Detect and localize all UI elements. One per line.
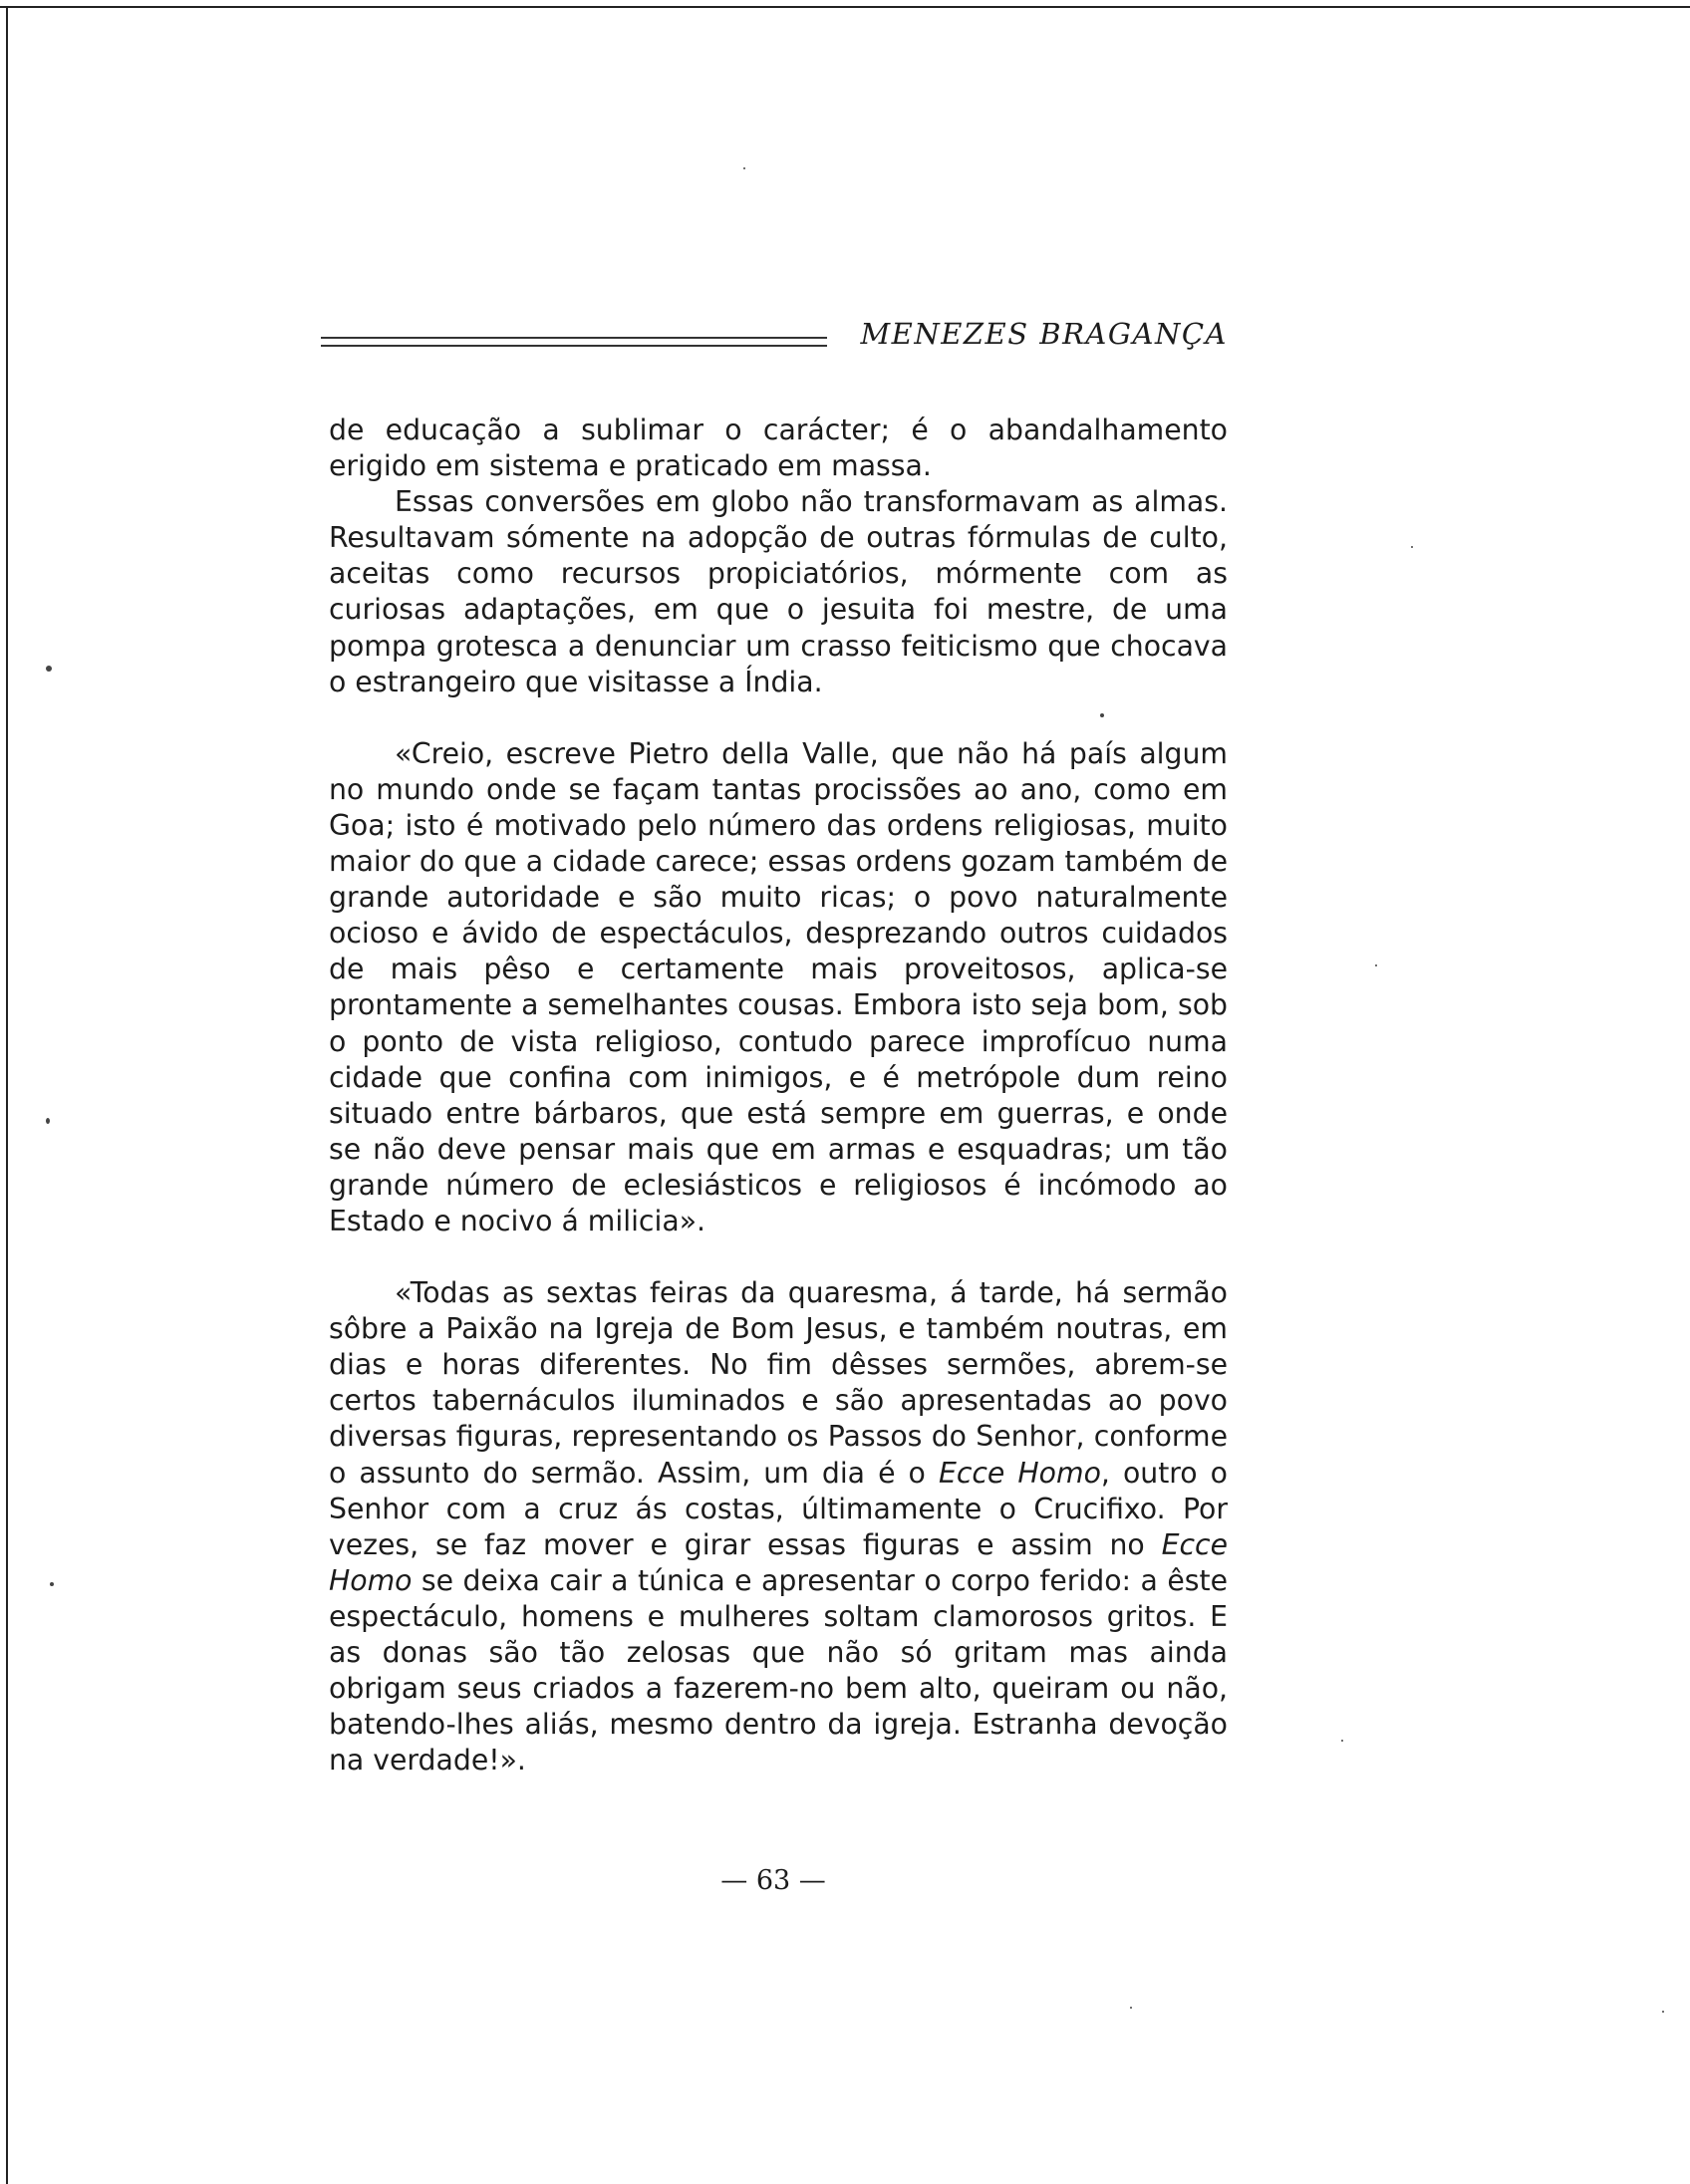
speck bbox=[743, 167, 745, 169]
p4-italic-ecce-homo-2: Ecce Homo bbox=[329, 1527, 1228, 1597]
scan-edge-left bbox=[6, 6, 8, 2184]
speck bbox=[46, 666, 52, 672]
running-header bbox=[321, 317, 1228, 363]
paragraph-2: Essas conversões em globo não transformavam as almas. Resultavam sómente na adopção de outras fórmulas de culto, aceitas como recursos propiciatórios, mórmente com as curiosas adaptações, em que o jesuita foi mestre, de uma pompa grotesca a denunciar um crasso feiticismo que chocava o estrangeiro que visitasse a Índia. bbox=[329, 485, 1228, 698]
speck bbox=[1130, 2007, 1132, 2009]
running-title: MENEZES BRAGANÇA bbox=[860, 317, 1228, 351]
body-text bbox=[329, 412, 1228, 1778]
p4-part-5: se deixa cair a túnica e apresentar o corpo ferido: a êste espectáculo, homens e mulheres soltam clamorosos gritos. E as donas são tão zelosas que não só gritam mas ainda obrigam seus criados a fazerem-no bem alto, queiram ou não, batendo-lhes aliás, mesmo dentro da igreja. Estranha devoção na verdade!». bbox=[329, 1563, 1228, 1777]
speck bbox=[1375, 964, 1377, 966]
speck bbox=[46, 1118, 50, 1124]
speck bbox=[50, 1582, 54, 1586]
page-number: — 63 — bbox=[720, 1865, 826, 1896]
speck bbox=[1100, 713, 1104, 717]
speck bbox=[1411, 546, 1413, 548]
scan-edge-top bbox=[0, 6, 1690, 8]
paragraph-1: de educação a sublimar o carácter; é o abandalhamento erigido em sistema e praticado em massa. bbox=[329, 413, 1228, 483]
p4-part-3: , outro o Senhor com a cruz ás costas, últimamente o Crucifixo. Por vezes, se faz mover e girar essas figuras e assim no bbox=[329, 1456, 1228, 1561]
header-rule bbox=[321, 337, 827, 347]
p4-part-1: «Todas as sextas feiras da quaresma, á tarde, há sermão sôbre a Paixão na Igreja de Bom Jesus, e também noutras, em dias e horas diferentes. No fim dêsses sermões, abrem-se certos tabernáculos iluminados e são apresentadas ao povo diversas figuras, representando os Passos do Senhor, conforme o assunto do sermão. Assim, um dia é o bbox=[329, 1276, 1228, 1490]
paragraph-4-quotation bbox=[329, 1275, 1228, 1778]
speck bbox=[1341, 1740, 1343, 1742]
paragraph-3-quotation: «Creio, escreve Pietro della Valle, que não há país algum no mundo onde se façam tantas procissões ao ano, como em Goa; isto é motivado pelo número das ordens religiosas, muito maior do que a cidade carece; essas ordens gozam também de grande autoridade e são muito ricas; o povo naturalmente ocioso e ávido de espectáculos, desprezando outros cuidados de mais pêso e certamente mais proveitosos, aplica-se prontamente a semelhantes cousas. Embora isto seja bom, sob o ponto de vista religioso, contudo parece improfícuo numa cidade que confina com inimigos, e é metrópole dum reino situado entre bárbaros, que está sempre em guerras, e onde se não deve pensar mais que em armas e esquadras; um tão grande número de eclesiásticos e religiosos é incómodo ao Estado e nocivo á milicia». bbox=[329, 736, 1228, 1237]
p4-italic-ecce-homo-1: Ecce Homo bbox=[938, 1456, 1101, 1490]
speck bbox=[1662, 2011, 1664, 2013]
